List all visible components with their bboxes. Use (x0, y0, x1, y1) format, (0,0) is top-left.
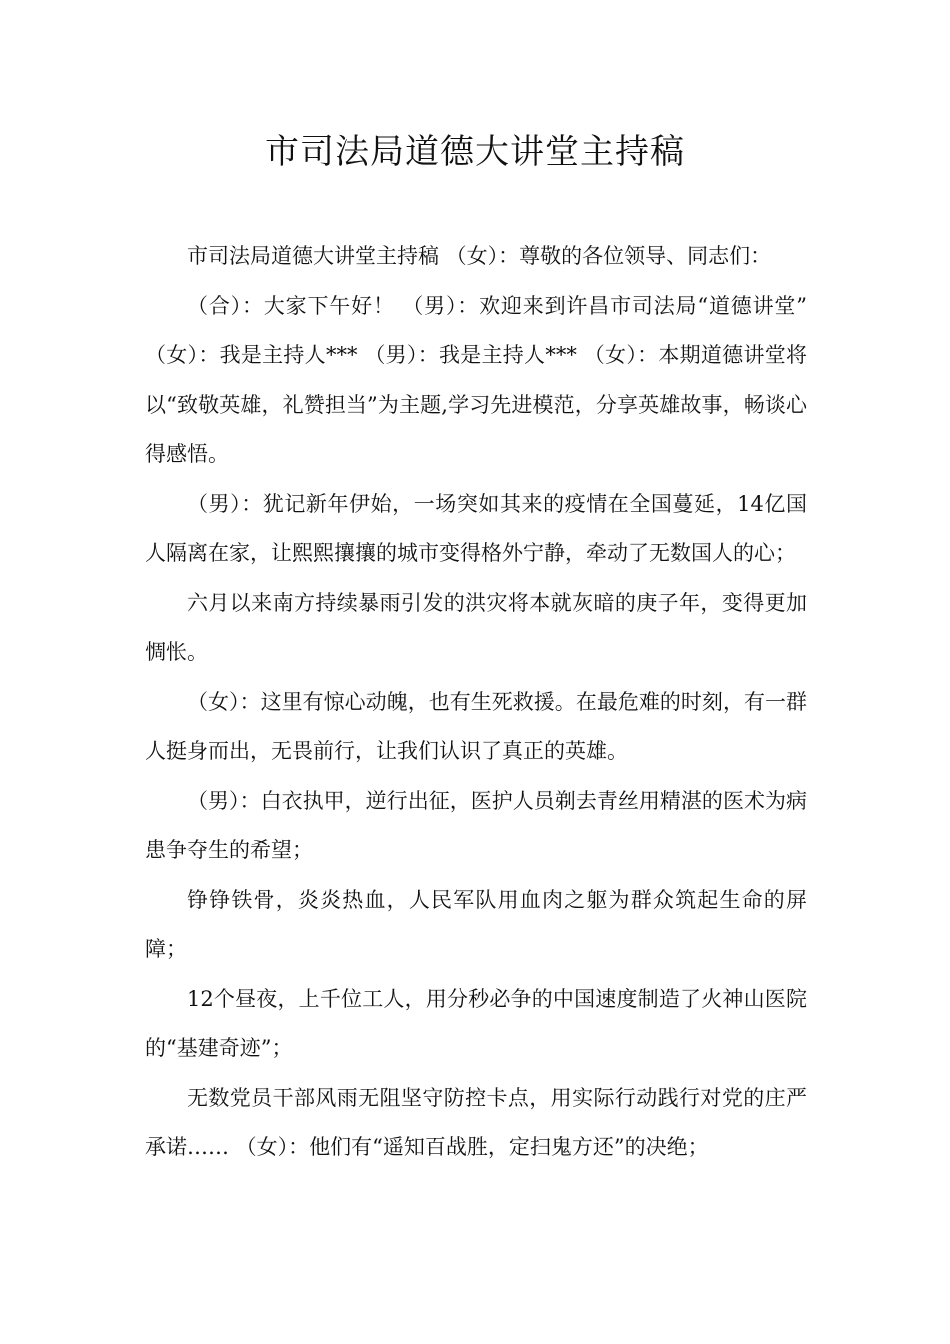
document-title: 市司法局道德大讲堂主持稿 (265, 132, 685, 172)
paragraph: 六月以来南方持续暴雨引发的洪灾将本就灰暗的庚子年，变得更加惆怅。 (145, 590, 807, 664)
paragraph: （女）：这里有惊心动魄，也有生死救援。在最危难的时刻，有一群人挺身而出，无畏前行，让我们认识了真正的英雄。 (145, 689, 807, 763)
paragraph: 铮铮铁骨，炎炎热血，人民军队用血肉之躯为群众筑起生命的屏障； (145, 887, 807, 961)
document-body (145, 232, 807, 1173)
paragraph: 市司法局道德大讲堂主持稿 （女）：尊敬的各位领导、同志们： (187, 244, 772, 268)
paragraph: 无数党员干部风雨无阻坚守防控卡点，用实际行动践行对党的庄严承诺…… （女）：他们有“遥知百战胜，定扫鬼方还”的决绝； (145, 1085, 807, 1159)
paragraph: （合）：大家下午好！ （男）：欢迎来到许昌市司法局“道德讲堂” （女）：我是主持人*** （男）：我是主持人*** （女）：本期道德讲堂将以“致敬英雄，礼赞担当”为主题,学习先进模范，分享英雄故事，畅谈心得感悟。 (145, 293, 807, 466)
paragraph: （男）：犹记新年伊始，一场突如其来的疫情在全国蔓延，14亿国人隔离在家，让熙熙攘攘的城市变得格外宁静，牵动了无数国人的心； (145, 491, 807, 565)
paragraph: 12个昼夜，上千位工人，用分秒必争的中国速度制造了火神山医院的“基建奇迹”； (145, 986, 807, 1060)
paragraph: （男）：白衣执甲，逆行出征，医护人员剃去青丝用精湛的医术为病患争夺生的希望； (145, 788, 807, 862)
